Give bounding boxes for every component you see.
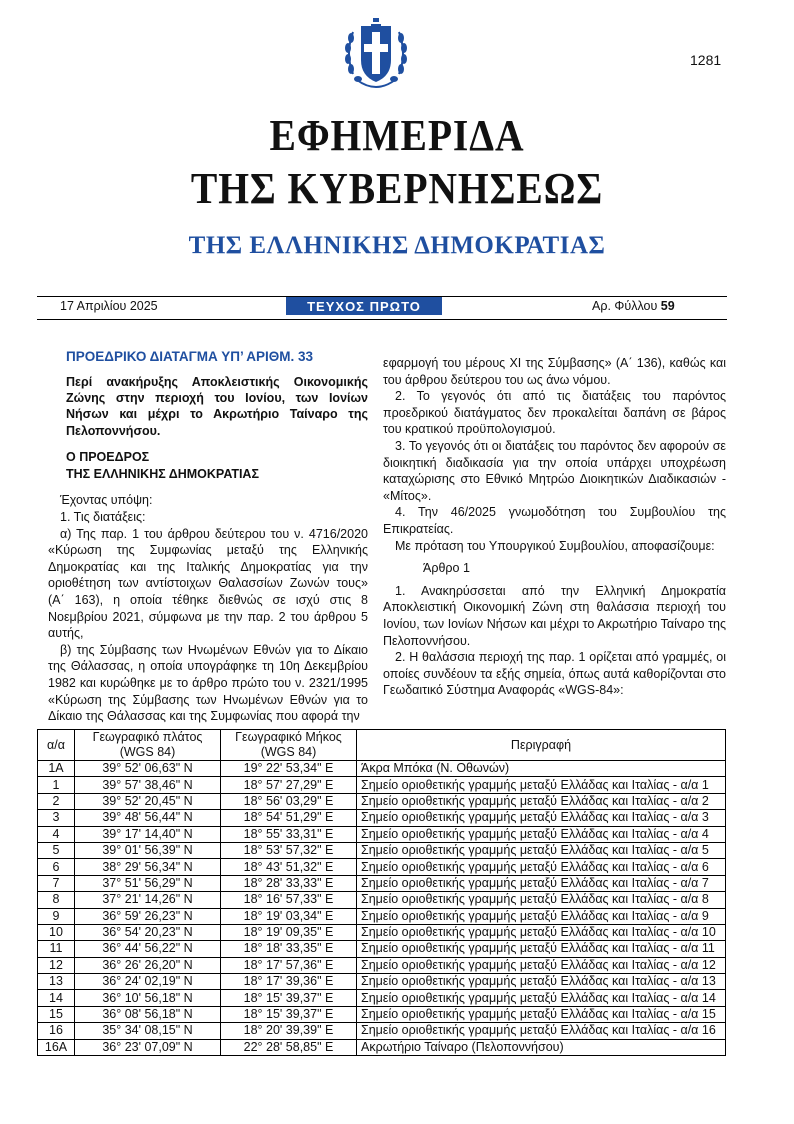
cell-longitude: 18° 28' 33,33" E: [221, 875, 357, 891]
cell-description: Σημείο οριοθετικής γραμμής μεταξύ Ελλάδας και Ιταλίας - α/α 12: [357, 957, 726, 973]
left-paragraph: Έχοντας υπόψη:: [60, 493, 153, 508]
cell-longitude: 18° 55' 33,31" E: [221, 826, 357, 842]
cell-longitude: 18° 54' 51,29" E: [221, 810, 357, 826]
cell-latitude: 39° 57' 38,46" N: [75, 777, 221, 793]
cell-aa: 14: [38, 990, 75, 1006]
cell-description: Σημείο οριοθετικής γραμμής μεταξύ Ελλάδας και Ιταλίας - α/α 16: [357, 1023, 726, 1039]
left-column: [48, 349, 368, 725]
cell-longitude: 18° 19' 03,34" E: [221, 908, 357, 924]
right-paragraph: 3. Το γεγονός ότι οι διατάξεις του παρόντος δεν αφορούν σε διοικητική διαδικασία για την οποία υπάρχει υποχρέωση καταχώρισης στο Εθνικό Μητρώο Διοικητικών Διαδικασιών - «Μίτος».: [383, 438, 726, 503]
cell-description: Ακρωτήριο Ταίναρο (Πελοποννήσου): [357, 1039, 726, 1055]
cell-description: Σημείο οριοθετικής γραμμής μεταξύ Ελλάδας και Ιταλίας - α/α 13: [357, 974, 726, 990]
cell-latitude: 35° 34' 08,15" N: [75, 1023, 221, 1039]
header-description: Περιγραφή: [357, 730, 726, 761]
cell-aa: 9: [38, 908, 75, 924]
table-row: [38, 793, 726, 809]
greek-coat-of-arms-icon: [343, 14, 409, 96]
cell-aa: 16: [38, 1023, 75, 1039]
table-row: [38, 875, 726, 891]
table-row: [38, 826, 726, 842]
cell-latitude: 38° 29' 56,34" N: [75, 859, 221, 875]
masthead-line-2: ΤΗΣ ΚΥΒΕΡΝΗΣΕΩΣ: [190, 164, 604, 213]
table-header-row: [38, 730, 726, 761]
cell-description: Σημείο οριοθετικής γραμμής μεταξύ Ελλάδας και Ιταλίας - α/α 15: [357, 1006, 726, 1022]
cell-description: Άκρα Μπόκα (Ν. Οθωνών): [357, 761, 726, 777]
cell-description: Σημείο οριοθετικής γραμμής μεταξύ Ελλάδας και Ιταλίας - α/α 9: [357, 908, 726, 924]
left-paragraph: β) της Σύμβασης των Ηνωμένων Εθνών για το Δίκαιο της Θάλασσας, η οποία υπογράφηκε τη 10η Δεκεμβρίου 1982 και κυρώθηκε με το άρθρο πρώτο του ν. 2321/1995 «Κύρωση της Σύμβασης των Ηνωμένων Εθνών για το Δίκαιο της Θάλασσας και της Συμφωνίας που αφορά την: [48, 642, 368, 724]
cell-aa: 7: [38, 875, 75, 891]
cell-latitude: 37° 21' 14,26" N: [75, 892, 221, 908]
table-row: [38, 859, 726, 875]
masthead-line-3: ΤΗΣ ΕΛΛΗΝΙΚΗΣ ΔΗΜΟΚΡΑΤΙΑΣ: [188, 232, 606, 259]
cell-latitude: 36° 59' 26,23" N: [75, 908, 221, 924]
cell-description: Σημείο οριοθετικής γραμμής μεταξύ Ελλάδας και Ιταλίας - α/α 10: [357, 924, 726, 940]
cell-latitude: 39° 52' 20,45" N: [75, 793, 221, 809]
cell-description: Σημείο οριοθετικής γραμμής μεταξύ Ελλάδας και Ιταλίας - α/α 8: [357, 892, 726, 908]
cell-description: Σημείο οριοθετικής γραμμής μεταξύ Ελλάδας και Ιταλίας - α/α 5: [357, 842, 726, 858]
cell-latitude: 36° 24' 02,19" N: [75, 974, 221, 990]
cell-aa: 8: [38, 892, 75, 908]
cell-latitude: 39° 17' 14,40" N: [75, 826, 221, 842]
cell-longitude: 18° 15' 39,37" E: [221, 990, 357, 1006]
cell-description: Σημείο οριοθετικής γραμμής μεταξύ Ελλάδας και Ιταλίας - α/α 14: [357, 990, 726, 1006]
cell-longitude: 18° 16' 57,33" E: [221, 892, 357, 908]
cell-aa: 5: [38, 842, 75, 858]
cell-latitude: 36° 26' 26,20" N: [75, 957, 221, 973]
cell-longitude: 18° 20' 39,39" E: [221, 1023, 357, 1039]
cell-longitude: 18° 17' 39,36" E: [221, 974, 357, 990]
cell-longitude: 22° 28' 58,85" E: [221, 1039, 357, 1055]
cell-latitude: 39° 01' 56,39" N: [75, 842, 221, 858]
masthead-line-1: ΕΦΗΜΕΡΙΔΑ: [269, 111, 525, 160]
table-row: [38, 892, 726, 908]
header-aa: α/α: [38, 730, 75, 761]
issue-date: 17 Απριλίου 2025: [60, 299, 158, 313]
cell-aa: 3: [38, 810, 75, 826]
table-row: [38, 1023, 726, 1039]
decree-title: ΠΡΟΕΔΡΙΚΟ ΔΙΑΤΑΓΜΑ ΥΠ’ ΑΡΙΘΜ. 33: [66, 349, 314, 364]
cell-latitude: 36° 08' 56,18" N: [75, 1006, 221, 1022]
president-line-1: Ο ΠΡΟΕΔΡΟΣ: [66, 450, 150, 465]
cell-longitude: 19° 22' 53,34" E: [221, 761, 357, 777]
cell-latitude: 36° 54' 20,23" N: [75, 924, 221, 940]
cell-aa: 11: [38, 941, 75, 957]
cell-description: Σημείο οριοθετικής γραμμής μεταξύ Ελλάδας και Ιταλίας - α/α 11: [357, 941, 726, 957]
table-row: [38, 1039, 726, 1055]
cell-longitude: 18° 15' 39,37" E: [221, 1006, 357, 1022]
article-title: Άρθρο 1: [423, 561, 470, 576]
cell-longitude: 18° 57' 27,29" E: [221, 777, 357, 793]
table-row: [38, 810, 726, 826]
right-column: [383, 355, 726, 699]
table-row: [38, 990, 726, 1006]
header-longitude: Γεωγραφικό Μήκος (WGS 84): [221, 730, 357, 761]
table-row: [38, 761, 726, 777]
article-paragraph: 1. Ανακηρύσσεται από την Ελληνική Δημοκρατία Αποκλειστική Οικονομική Ζώνη στη θαλάσσια περιοχή του Ιονίου, των Ιονίων Νήσων και μέχρι το Ακρωτήριο Ταίναρο της Πελοποννήσου.: [383, 583, 726, 648]
cell-longitude: 18° 19' 09,35" E: [221, 924, 357, 940]
cell-latitude: 36° 10' 56,18" N: [75, 990, 221, 1006]
issue-sheet-number: 59: [660, 299, 675, 313]
left-paragraph: 1. Τις διατάξεις:: [60, 510, 146, 524]
left-paragraph: α) Της παρ. 1 του άρθρου δεύτερου του ν. 4716/2020 «Κύρωση της Συμφωνίας μεταξύ της Ελληνικής Δημοκρατίας και της Ιταλικής Δημοκρατίας για την οριοθέτηση των αντίστοιχων Θαλασσίων Ζωνών τους» (Α΄ 163), η οποία τέθηκε διεθνώς σε ισχύ στις 8 Νοεμβρίου 2021, σύμφωνα με την παρ. 2 του άρθρου 5 αυτής,: [48, 526, 368, 641]
table-row: [38, 777, 726, 793]
cell-description: Σημείο οριοθετικής γραμμής μεταξύ Ελλάδας και Ιταλίας - α/α 1: [357, 777, 726, 793]
header-latitude: Γεωγραφικό πλάτος (WGS 84): [75, 730, 221, 761]
cell-aa: 10: [38, 924, 75, 940]
table-row: [38, 957, 726, 973]
cell-latitude: 39° 48' 56,44" N: [75, 810, 221, 826]
cell-aa: 13: [38, 974, 75, 990]
cell-description: Σημείο οριοθετικής γραμμής μεταξύ Ελλάδας και Ιταλίας - α/α 6: [357, 859, 726, 875]
cell-aa: 15: [38, 1006, 75, 1022]
table-row: [38, 974, 726, 990]
table-row: [38, 941, 726, 957]
cell-aa: 6: [38, 859, 75, 875]
issue-sheet-label: Αρ. Φύλλου: [592, 299, 658, 313]
cell-latitude: 39° 52' 06,63" N: [75, 761, 221, 777]
cell-latitude: 37° 51' 56,29" N: [75, 875, 221, 891]
right-paragraph: Με πρόταση του Υπουργικού Συμβουλίου, αποφασίζουμε:: [395, 538, 715, 553]
cell-aa: 1Α: [38, 761, 75, 777]
article-paragraph: 2. Η θαλάσσια περιοχή της παρ. 1 ορίζεται από γραμμές, οι οποίες συνδέουν τα εξής σημεία, όπως αυτά καθορίζονται στο Γεωδαιτικό Σύστημα Αναφοράς «WGS-84»:: [383, 650, 726, 698]
president-line-2: ΤΗΣ ΕΛΛΗΝΙΚΗΣ ΔΗΜΟΚΡΑΤΙΑΣ: [66, 466, 259, 481]
page-number: 1281: [690, 52, 722, 68]
coordinates-table: [37, 729, 726, 1056]
president-heading: [66, 449, 368, 482]
right-paragraph: 2. Το γεγονός ότι από τις διατάξεις του παρόντος προεδρικού διατάγματος δεν προκαλείται δαπάνη σε βάρος του κρατικού προϋπολογισμού.: [383, 389, 726, 437]
cell-latitude: 36° 23' 07,09" N: [75, 1039, 221, 1055]
cell-latitude: 36° 44' 56,22" N: [75, 941, 221, 957]
issue-sheet: [592, 299, 675, 313]
cell-longitude: 18° 17' 57,36" E: [221, 957, 357, 973]
cell-description: Σημείο οριοθετικής γραμμής μεταξύ Ελλάδας και Ιταλίας - α/α 3: [357, 810, 726, 826]
cell-description: Σημείο οριοθετικής γραμμής μεταξύ Ελλάδας και Ιταλίας - α/α 2: [357, 793, 726, 809]
cell-aa: 1: [38, 777, 75, 793]
cell-aa: 12: [38, 957, 75, 973]
decree-subject: Περί ανακήρυξης Αποκλειστικής Οικονομικής Ζώνης στην περιοχή του Ιονίου, των Ιονίων Νήσων και μέχρι το Ακρωτήριο Ταίναρο της Πελοποννήσου.: [66, 374, 368, 438]
table-row: [38, 924, 726, 940]
cell-aa: 4: [38, 826, 75, 842]
cell-longitude: 18° 53' 57,32" E: [221, 842, 357, 858]
table-row: [38, 1006, 726, 1022]
cell-aa: 2: [38, 793, 75, 809]
table-row: [38, 842, 726, 858]
cell-description: Σημείο οριοθετικής γραμμής μεταξύ Ελλάδας και Ιταλίας - α/α 4: [357, 826, 726, 842]
right-paragraph: εφαρμογή του μέρους XI της Σύμβασης» (Α΄ 136), καθώς και του άρθρου δεύτερου του ως άνω νόμου.: [383, 356, 726, 387]
cell-description: Σημείο οριοθετικής γραμμής μεταξύ Ελλάδας και Ιταλίας - α/α 7: [357, 875, 726, 891]
cell-longitude: 18° 18' 33,35" E: [221, 941, 357, 957]
cell-aa: 16Α: [38, 1039, 75, 1055]
issue-series: ΤΕΥΧΟΣ ΠΡΩΤΟ: [286, 297, 442, 315]
right-paragraph: 4. Την 46/2025 γνωμοδότηση του Συμβουλίου της Επικρατείας.: [383, 505, 726, 536]
cell-longitude: 18° 43' 51,32" E: [221, 859, 357, 875]
cell-longitude: 18° 56' 03,29" E: [221, 793, 357, 809]
table-row: [38, 908, 726, 924]
